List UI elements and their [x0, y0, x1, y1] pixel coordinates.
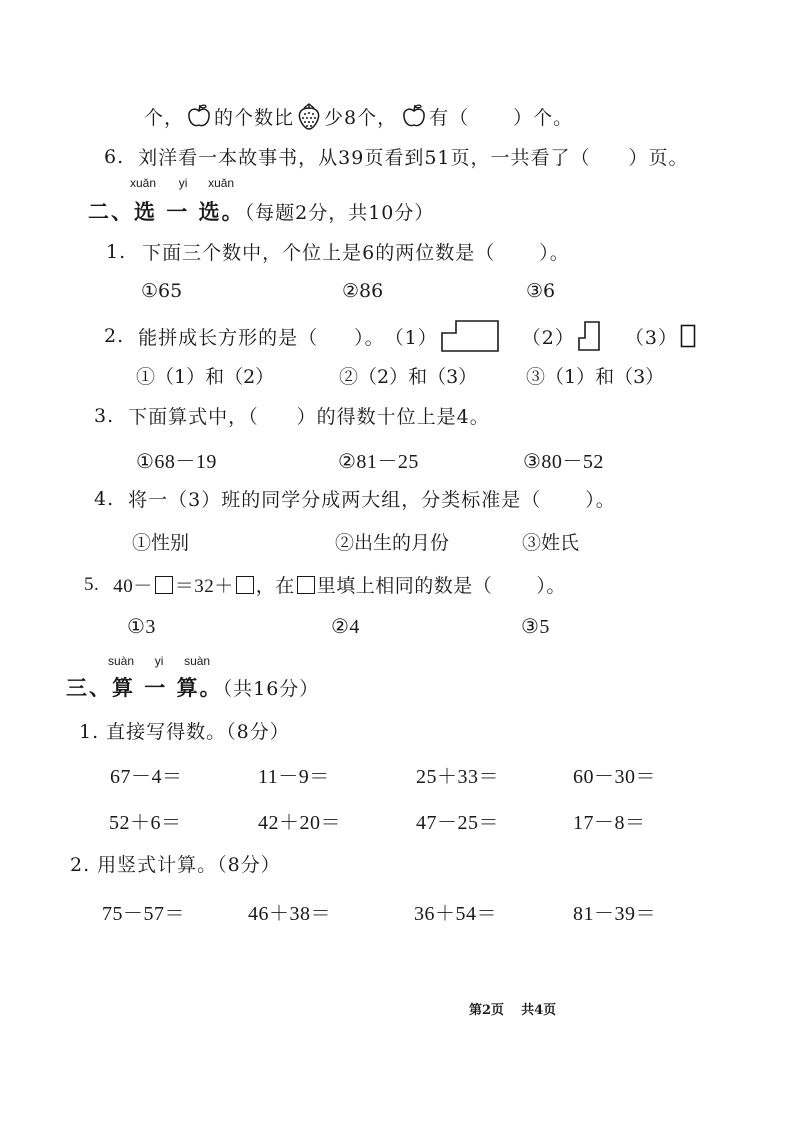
- vertical-calc-item: 75－57＝: [102, 903, 185, 925]
- fruit-text-5: ）个。: [513, 106, 574, 129]
- fig-label-3: （3）: [624, 326, 678, 349]
- s2-q2-option-3: ③（1）和（3）: [526, 366, 665, 388]
- fruit-text-1: 个，: [144, 106, 185, 129]
- s2-q4-option-3: ③姓氏: [522, 532, 580, 554]
- s2-q3-end: ）的得数十位上是4。: [296, 406, 490, 428]
- s2-question-4: 4. 将一（3）班的同学分成两大组，分类标准是（ ）。: [94, 485, 616, 512]
- s2-q3-option-1: ①68－19: [136, 451, 217, 473]
- section2-title: 二、选 一 选。: [88, 199, 245, 224]
- calc-item: 47－25＝: [416, 812, 499, 834]
- vertical-calc-item: 36＋54＝: [414, 903, 497, 925]
- s2-question-3: 3. 下面算式中，（ ）的得数十位上是4。: [94, 402, 490, 429]
- calc-item: 67－4＝: [110, 766, 183, 788]
- s2-q2-option-2: ②（2）和（3）: [339, 366, 478, 388]
- shape-3-icon: [680, 324, 696, 348]
- s2-question-2: 2. 能拼成长方形的是（ ）。 （1） （2） （3）: [104, 319, 696, 353]
- fig-label-1: （1）: [384, 326, 438, 349]
- vertical-calc-item: 81－39＝: [573, 903, 656, 925]
- strawberry-icon: [296, 102, 322, 130]
- s2-q4-option-2: ②出生的月份: [335, 532, 450, 554]
- section3-heading: [66, 672, 319, 702]
- section2-heading: [88, 196, 434, 226]
- s2-q5-option-3: ③5: [521, 616, 550, 638]
- calc-item: 52＋6＝: [109, 812, 182, 834]
- s2-q4-text: 将一（3）班的同学分成两大组，分类标准是（: [128, 489, 542, 511]
- calc-item: 60－30＝: [573, 766, 656, 788]
- s2-q5-text: 里填上相同的数是（: [316, 576, 493, 597]
- page-number: 第2页: [469, 1003, 505, 1018]
- s2-q3-option-3: ③80－52: [523, 451, 604, 473]
- fruit-text-3: 少8个，: [324, 106, 398, 129]
- page-total: 共4页: [521, 1003, 557, 1018]
- shape-2-icon: [577, 320, 603, 352]
- calc-item: 42＋20＝: [258, 812, 341, 834]
- s2-q4-option-1: ①性别: [132, 532, 190, 554]
- blank-box: [236, 576, 254, 594]
- calc-item: 11－9＝: [258, 766, 330, 788]
- apple-icon: [401, 103, 427, 129]
- fruit-text-2: 的个数比: [214, 106, 295, 129]
- apple-icon: [186, 103, 212, 129]
- section3-pinyin: suàn yi suàn: [108, 654, 211, 668]
- s2-q2-text: 能拼成长方形的是（: [138, 326, 319, 349]
- question-6: [104, 143, 689, 170]
- section3-title: 三、算 一 算。: [66, 675, 223, 700]
- s2-q5-option-2: ②4: [331, 616, 360, 638]
- q6-text: 刘洋看一本故事书，从39页看到51页，一共看了（: [138, 147, 591, 169]
- q6-end: ）页。: [628, 147, 689, 169]
- shape-1-icon: [440, 319, 500, 353]
- s2-q1-option-2: ②86: [342, 280, 384, 302]
- s2-q5-option-1: ①3: [127, 616, 156, 638]
- section2-pinyin: xuǎn yi xuǎn: [130, 176, 235, 190]
- blank-box: [297, 576, 315, 594]
- section2-note: （每题2分，共10分）: [244, 202, 435, 224]
- page-footer: [469, 999, 556, 1018]
- s2-q1-option-1: ①65: [141, 280, 183, 302]
- fruit-question-line: [144, 102, 573, 130]
- calc-item: 25＋33＝: [416, 766, 499, 788]
- s2-q1-option-3: ③6: [526, 280, 556, 302]
- q6-number: 6.: [104, 145, 125, 168]
- s2-question-5: 5. 40－ ＝32＋ ，在 里填上相同的数是（ ）。: [84, 571, 566, 598]
- s2-q3-text: 下面算式中，（: [128, 406, 259, 428]
- vertical-calc-item: 46＋38＝: [248, 903, 331, 925]
- fig-label-2: （2）: [521, 326, 575, 349]
- calc-item: 17－8＝: [573, 812, 646, 834]
- s3-q2-heading: 2. 用竖式计算。（8分）: [70, 854, 281, 876]
- fruit-text-4: 有（: [429, 106, 470, 129]
- blank-box: [155, 576, 173, 594]
- s2-q2-option-1: ①（1）和（2）: [136, 366, 275, 388]
- s2-q3-option-2: ②81－25: [338, 451, 419, 473]
- section3-note: （共16分）: [222, 678, 320, 700]
- s3-q1-heading: 1. 直接写得数。（8分）: [79, 721, 290, 743]
- s2-question-1: 1. 下面三个数中，个位上是6的两位数是（ ）。: [106, 238, 570, 265]
- s2-q1-text: 下面三个数中，个位上是6的两位数是（: [142, 242, 496, 264]
